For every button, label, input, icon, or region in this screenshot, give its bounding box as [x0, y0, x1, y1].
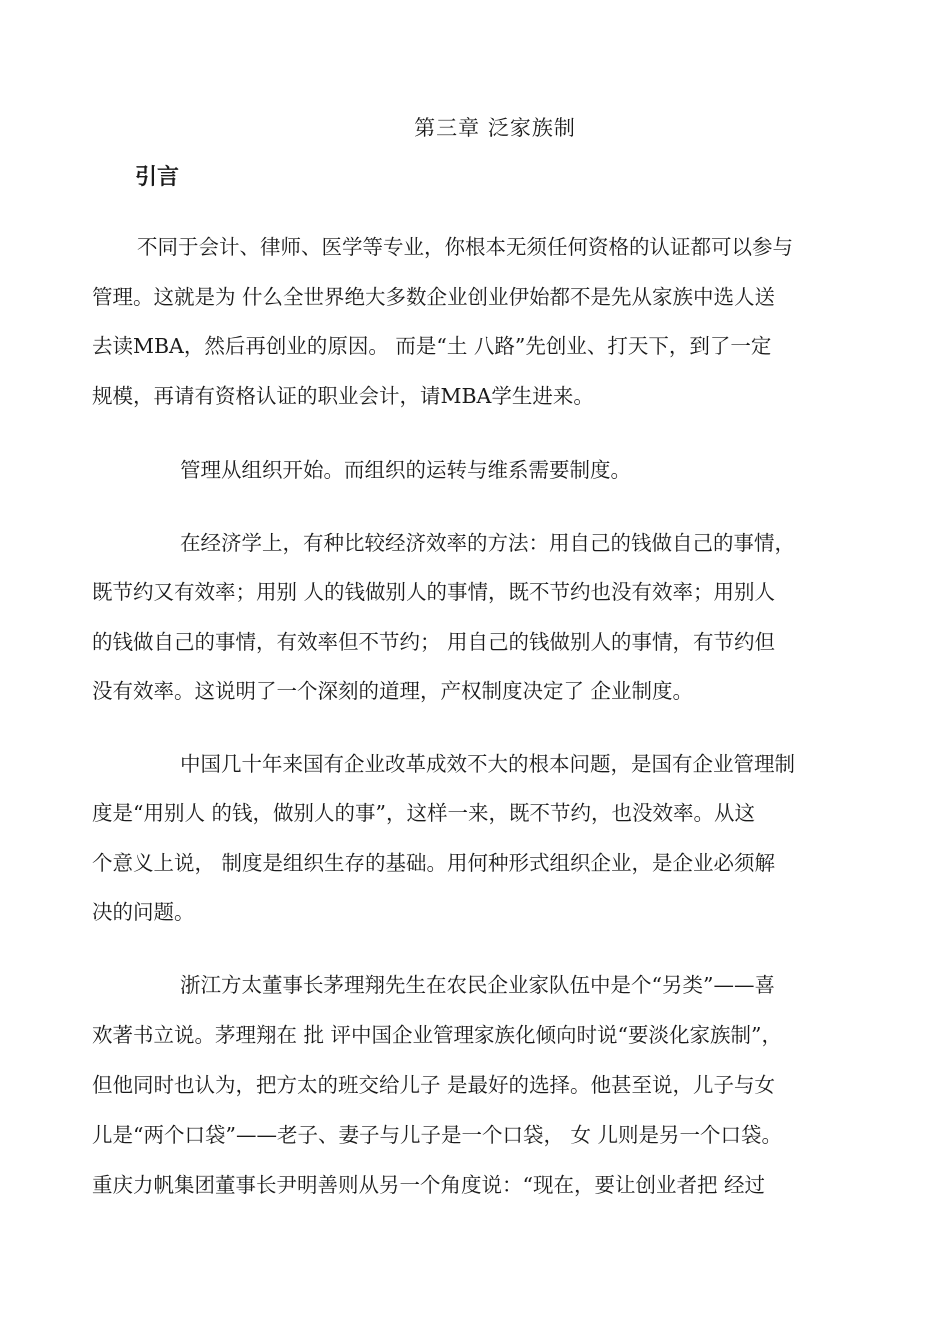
paragraph-line: 个意义上说， 制度是组织生存的基础。用何种形式组织企业，是企业必须解: [92, 851, 776, 875]
paragraph-line: 中国几十年来国有企业改革成效不大的根本问题，是国有企业管理制: [180, 752, 795, 776]
section-heading: 引言: [135, 165, 180, 190]
paragraph-line: 规模，再请有资格认证的职业会计，请MBA学生进来。: [92, 384, 594, 408]
paragraph-line: 既节约又有效率；用别 人的钱做别人的事情，既不节约也没有效率；用别人: [92, 580, 776, 604]
paragraph-line: 没有效率。这说明了一个深刻的道理，产权制度决定了 企业制度。: [92, 679, 694, 703]
paragraph-line: 但他同时也认为，把方太的班交给儿子 是最好的选择。他甚至说，儿子与女: [92, 1073, 776, 1097]
paragraph-line: 去读MBA，然后再创业的原因。 而是“土 八路”先创业、打天下，到了一定: [92, 334, 772, 358]
paragraph-line: 决的问题。: [92, 900, 195, 924]
paragraph-line: 的钱做自己的事情，有效率但不节约； 用自己的钱做别人的事情，有节约但: [92, 630, 776, 654]
paragraph-line: 欢著书立说。茅理翔在 批 评中国企业管理家族化倾向时说“要淡化家族制”，: [92, 1023, 782, 1047]
paragraph-line: 儿是“两个口袋”——老子、妻子与儿子是一个口袋， 女 儿则是另一个口袋。: [92, 1123, 782, 1147]
paragraph-line: 管理。这就是为 什么全世界绝大多数企业创业伊始都不是先从家族中选人送: [92, 285, 776, 309]
paragraph-line: 重庆力帆集团董事长尹明善则从另一个角度说：“现在，要让创业者把 经过: [92, 1173, 765, 1197]
paragraph-line: 不同于会计、律师、医学等专业，你根本无须任何资格的认证都可以参与: [137, 235, 793, 259]
paragraph-line: 在经济学上，有种比较经济效率的方法：用自己的钱做自己的事情，: [180, 531, 795, 555]
paragraph-line: 管理从组织开始。而组织的运转与维系需要制度。: [180, 458, 631, 482]
chapter-title: 第三章 泛家族制: [414, 116, 576, 140]
paragraph-line: 浙江方太董事长茅理翔先生在农民企业家队伍中是个“另类”——喜: [180, 973, 775, 997]
paragraph-line: 度是“用别人 的钱，做别人的事”，这样一来，既不节约，也没效率。从这: [92, 801, 755, 825]
